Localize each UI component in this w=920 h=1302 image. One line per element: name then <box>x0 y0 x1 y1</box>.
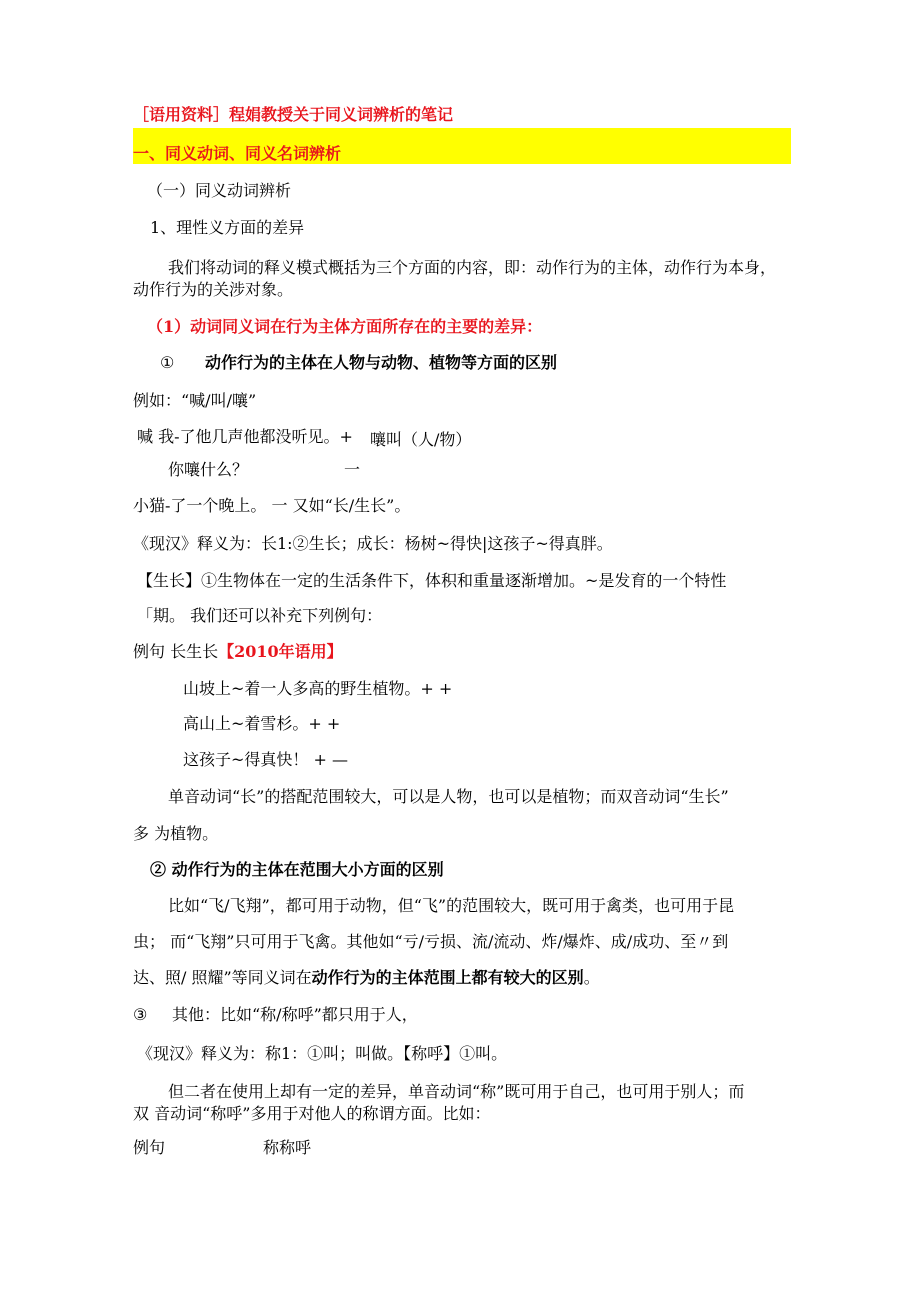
point-heading: 动作行为的主体在人物与动物、植物等方面的区别 <box>205 353 558 372</box>
paragraph-line: 动作行为的关涉对象。 <box>133 280 294 299</box>
point-text-3: 其他：比如“称/称呼”都只用于人， <box>172 1005 418 1024</box>
paragraph-line: 多 为植物。 <box>133 824 219 843</box>
paragraph-text-end: 。 <box>583 968 600 987</box>
definition-line: 《现汉》释义为：称1：①叫；叫做。【称呼】①叫。 <box>137 1044 508 1063</box>
subsection-heading-2: 1、理性义方面的差异 <box>150 218 305 237</box>
definition-line: 【生长】①生物体在一定的生活条件下，体积和重量逐渐增加。~是发育的一个特性 <box>137 571 727 590</box>
example-sentence: 高山上~着雪杉。+ + <box>183 714 341 733</box>
point-heading-2: ② 动作行为的主体在范围大小方面的区别 <box>150 860 444 879</box>
paragraph-text: 达、照/ 照耀”等同义词在 <box>133 968 312 987</box>
paragraph-line: 比如“飞/飞翔”，都可用于动物，但“飞”的范围较大，既可用于禽类，也可用于昆 <box>168 896 735 915</box>
paragraph-line: 但二者在使用上却有一定的差异，单音动词“称”既可用于自己，也可用于别人；而 <box>168 1082 745 1101</box>
example-line: 小猫-了一个晚上。 一 又如“长/生长”。 <box>133 496 411 515</box>
example-label-last: 例句 <box>133 1138 166 1157</box>
example-sentence: 这孩子~得真快！ + — <box>183 750 348 769</box>
example-label-text: 例句 长生长 <box>133 642 219 661</box>
paragraph-line: 双 音动词“称呼”多用于对他人的称谓方面。比如： <box>133 1104 491 1123</box>
example-mark: 一 <box>344 460 361 479</box>
example-sentence: 山坡上~着一人多高的野生植物。+ + <box>183 679 453 698</box>
example-annotation: 嚷叫（人/物） <box>370 430 472 449</box>
paragraph-line: 单音动词“长”的搭配范围较大，可以是人物，也可以是植物；而双音动词“生长” <box>168 787 729 806</box>
example-line: 喊 我-了他几声他都没听见。+ <box>137 427 353 446</box>
paragraph-line <box>133 967 600 989</box>
point-number-3: ③ <box>133 1005 148 1024</box>
example-label <box>133 641 343 663</box>
section-heading: 一、同义动词、同义名词辨析 <box>133 144 342 163</box>
paragraph-line: 我们将动词的释义模式概括为三个方面的内容，即：动作行为的主体，动作行为本身， <box>168 258 777 277</box>
example-line: 你嚷什么？ <box>168 460 249 479</box>
paragraph-line: 「期。 我们还可以补充下列例句： <box>137 606 383 625</box>
example-intro: 例如：“喊/叫/嚷” <box>133 391 257 410</box>
example-words-last: 称称呼 <box>263 1138 312 1157</box>
emphasis-text: 动作行为的主体范围上都有较大的区别 <box>311 968 584 987</box>
paragraph-line: 虫； 而“飞翔”只可用于飞禽。其他如“亏/亏损、流/流动、炸/爆炸、成/成功、至〃到 <box>133 932 729 951</box>
exam-tag: 【2010年语用】 <box>218 642 343 661</box>
subsection-heading: （一）同义动词辨析 <box>147 181 292 200</box>
document-title: ［语用资料］程娟教授关于同义词辨析的笔记 <box>133 105 454 124</box>
red-subheading: （1）动词同义词在行为主体方面所存在的主要的差异： <box>147 317 543 336</box>
point-number: ① <box>160 353 175 372</box>
definition-line: 《现汉》释义为：长1:②生长；成长：杨树~得快|这孩子~得真胖。 <box>133 534 613 553</box>
